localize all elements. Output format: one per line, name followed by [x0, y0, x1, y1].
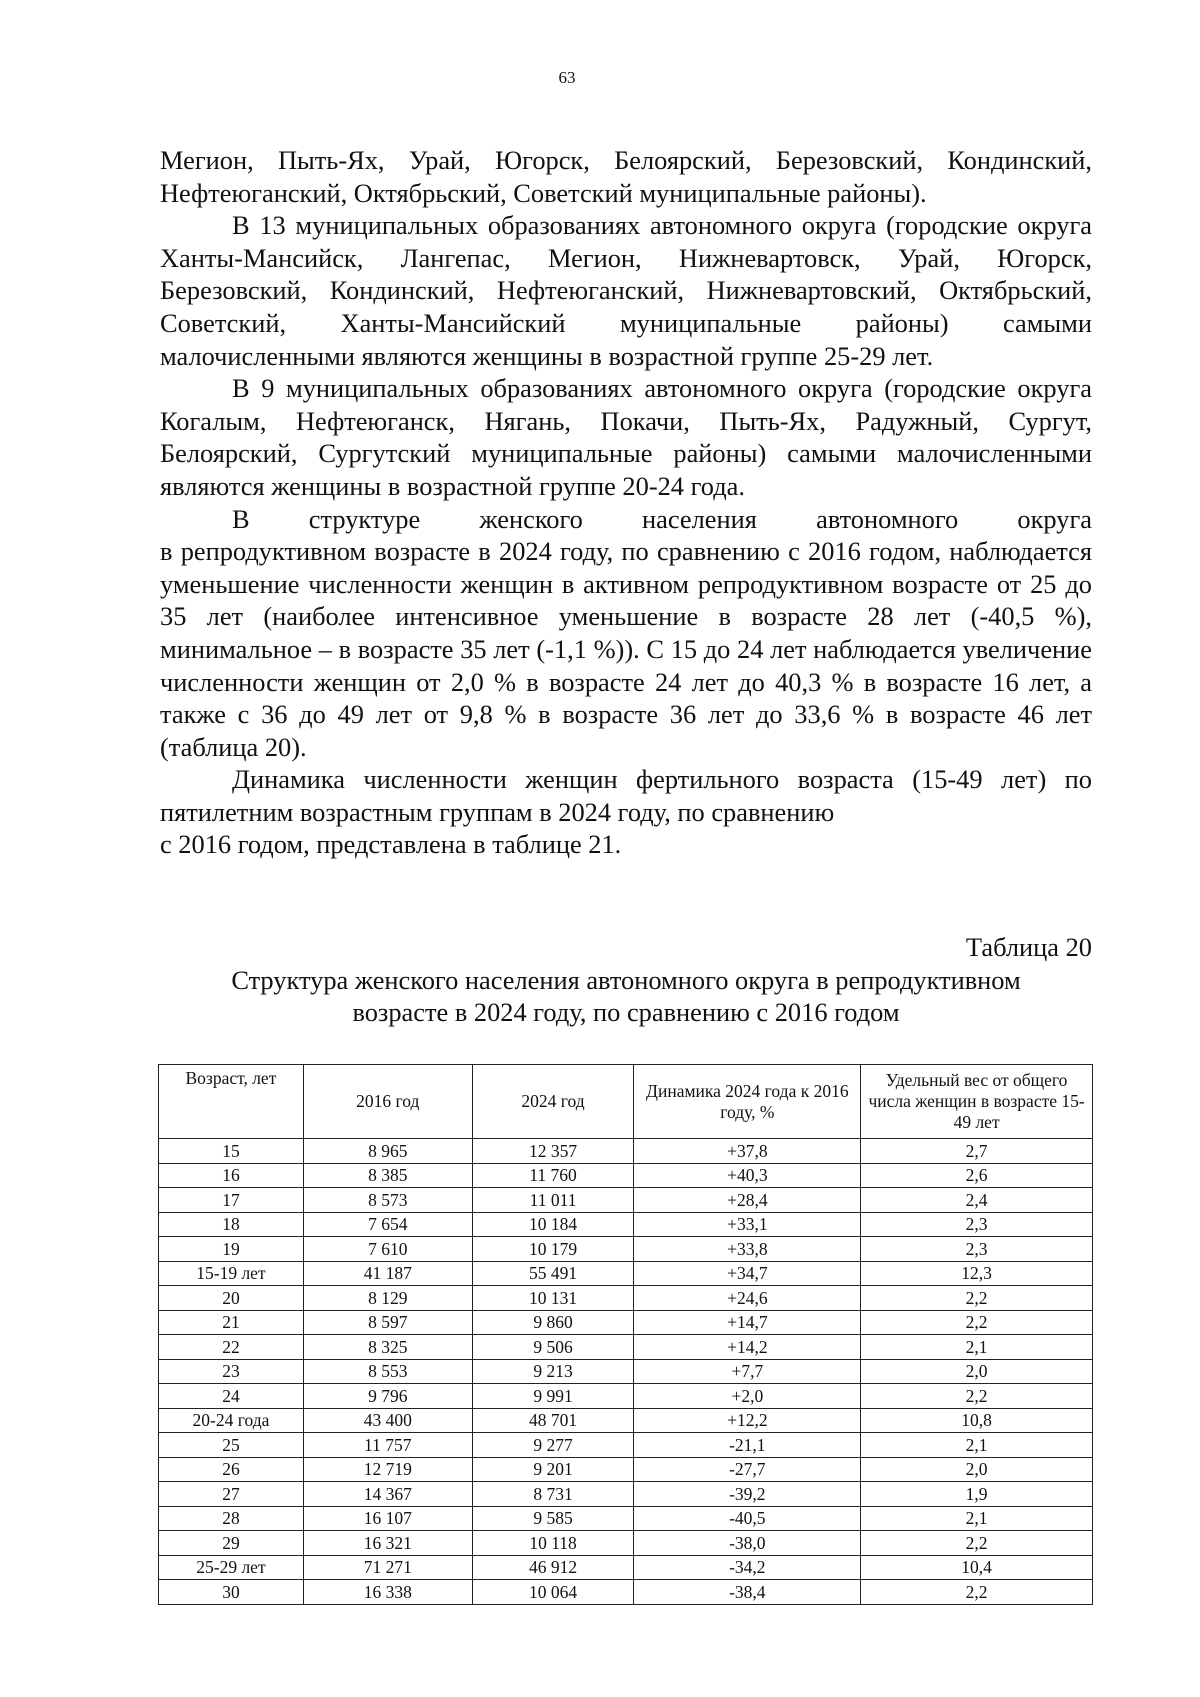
table-cell: 25	[159, 1433, 304, 1458]
table-cell: 12 357	[472, 1139, 634, 1164]
table-cell: 2,3	[861, 1212, 1093, 1237]
table-cell: 1,9	[861, 1482, 1093, 1507]
table-cell: +28,4	[634, 1188, 861, 1213]
table-cell: 8 597	[303, 1310, 472, 1335]
table-cell: 16 107	[303, 1506, 472, 1531]
table-cell: 11 757	[303, 1433, 472, 1458]
table-cell: 2,2	[861, 1580, 1093, 1605]
table-title-line: Структура женского населения автономного округа в репродуктивном	[231, 965, 1021, 995]
table-row	[159, 1212, 1093, 1237]
table-label: Таблица 20	[965, 932, 1092, 962]
table-cell: 2,7	[861, 1139, 1093, 1164]
paragraph: в репродуктивном возрасте в 2024 году, по сравнению с 2016 годом, наблюдается уменьшение численности женщин в активном репродуктивном возрасте от 25 до 35 лет (наиболее интенсивное уменьшение в возрасте 28 лет (-40,5 %), минимальное – в возрасте 35 лет (-1,1 %)). С 15 до 24 лет наблюдается увеличение численности женщин от 2,0 % в возрасте 24 лет до 40,3 % в возрасте 16 лет, а также с 36 до 49 лет от 9,8 % в возрасте 36 лет до 33,6 % в возрасте 46 лет (таблица 20).	[160, 536, 1092, 762]
table-row	[159, 1335, 1093, 1360]
table-cell: +33,1	[634, 1212, 861, 1237]
table-cell: 55 491	[472, 1261, 634, 1286]
table-cell: 10 184	[472, 1212, 634, 1237]
table-cell: 8 325	[303, 1335, 472, 1360]
data-table	[158, 1064, 1093, 1605]
column-header-2016: 2016 год	[303, 1065, 472, 1139]
table-cell: 2,1	[861, 1335, 1093, 1360]
table-cell: +7,7	[634, 1359, 861, 1384]
table-cell: +12,2	[634, 1408, 861, 1433]
table-cell: 8 385	[303, 1163, 472, 1188]
paragraph: В 9 муниципальных образованиях автономного округа (городские округа Когалым, Нефтеюганск, Нягань, Покачи, Пыть-Ях, Радужный, Сургут, Белоярский, Сургутский муниципальные районы) самыми малочисленными являются женщины в возрастной группе 20-24 года.	[160, 373, 1092, 501]
table-cell: 10,8	[861, 1408, 1093, 1433]
table-cell: -39,2	[634, 1482, 861, 1507]
table-cell: +40,3	[634, 1163, 861, 1188]
table-cell: 7 610	[303, 1237, 472, 1262]
table-cell: +2,0	[634, 1384, 861, 1409]
table-cell: 15-19 лет	[159, 1261, 304, 1286]
table-row	[159, 1408, 1093, 1433]
table-cell: 26	[159, 1457, 304, 1482]
table-row	[159, 1482, 1093, 1507]
table-header-row	[159, 1065, 1093, 1139]
table-cell: 2,1	[861, 1433, 1093, 1458]
table-cell: +14,7	[634, 1310, 861, 1335]
table-cell: 2,2	[861, 1384, 1093, 1409]
table-cell: 10,4	[861, 1555, 1093, 1580]
table-cell: -38,0	[634, 1531, 861, 1556]
column-header-dynamics: Динамика 2024 года к 2016 году, %	[634, 1065, 861, 1139]
table-cell: 2,0	[861, 1359, 1093, 1384]
table-cell: 12,3	[861, 1261, 1093, 1286]
table-cell: 14 367	[303, 1482, 472, 1507]
table-cell: 11 760	[472, 1163, 634, 1188]
table-title	[160, 964, 1092, 1028]
table-row	[159, 1531, 1093, 1556]
table-cell: 12 719	[303, 1457, 472, 1482]
table-cell: -40,5	[634, 1506, 861, 1531]
table-cell: -27,7	[634, 1457, 861, 1482]
table-cell: 28	[159, 1506, 304, 1531]
table-cell: 41 187	[303, 1261, 472, 1286]
table-row	[159, 1163, 1093, 1188]
table-cell: +37,8	[634, 1139, 861, 1164]
table-cell: 23	[159, 1359, 304, 1384]
table-cell: 48 701	[472, 1408, 634, 1433]
body-text	[160, 144, 1092, 861]
table-cell: -34,2	[634, 1555, 861, 1580]
table-cell: 11 011	[472, 1188, 634, 1213]
table-cell: 19	[159, 1237, 304, 1262]
table-cell: 20	[159, 1286, 304, 1311]
table-cell: 9 991	[472, 1384, 634, 1409]
table-cell: 2,4	[861, 1188, 1093, 1213]
table-cell: 16 321	[303, 1531, 472, 1556]
table-cell: +33,8	[634, 1237, 861, 1262]
table-cell: 8 731	[472, 1482, 634, 1507]
table-row	[159, 1506, 1093, 1531]
table-cell: 9 201	[472, 1457, 634, 1482]
table-cell: 10 131	[472, 1286, 634, 1311]
table-cell: 9 506	[472, 1335, 634, 1360]
table-row	[159, 1384, 1093, 1409]
table-cell: 16	[159, 1163, 304, 1188]
table-cell: 46 912	[472, 1555, 634, 1580]
table-cell: 10 179	[472, 1237, 634, 1262]
table-cell: 21	[159, 1310, 304, 1335]
table-cell: 22	[159, 1335, 304, 1360]
table-cell: 10 064	[472, 1580, 634, 1605]
paragraph: Динамика численности женщин фертильного возраста (15-49 лет) по пятилетним возрастным группам в 2024 году, по сравнению	[160, 764, 1092, 827]
table-row	[159, 1237, 1093, 1262]
table-cell: 9 213	[472, 1359, 634, 1384]
table-cell: 71 271	[303, 1555, 472, 1580]
table-cell: 10 118	[472, 1531, 634, 1556]
table-cell: -21,1	[634, 1433, 861, 1458]
table-cell: 18	[159, 1212, 304, 1237]
table-row	[159, 1457, 1093, 1482]
table-cell: 8 573	[303, 1188, 472, 1213]
table-cell: 17	[159, 1188, 304, 1213]
page-number: 63	[558, 68, 576, 87]
table-cell: 9 796	[303, 1384, 472, 1409]
column-header-2024: 2024 год	[472, 1065, 634, 1139]
paragraph: с 2016 годом, представлена в таблице 21.	[160, 829, 622, 860]
table-body	[159, 1139, 1093, 1605]
paragraph: Мегион, Пыть-Ях, Урай, Югорск, Белоярский, Березовский, Кондинский, Нефтеюганский, Октябрьский, Советский муниципальные районы).	[160, 145, 1092, 208]
column-header-share: Удельный вес от общего числа женщин в возрасте 15-49 лет	[861, 1065, 1093, 1139]
table-cell: 7 654	[303, 1212, 472, 1237]
table-cell: +14,2	[634, 1335, 861, 1360]
table-cell: 43 400	[303, 1408, 472, 1433]
table-cell: 2,2	[861, 1310, 1093, 1335]
table-cell: 16 338	[303, 1580, 472, 1605]
table-cell: 2,3	[861, 1237, 1093, 1262]
table-cell: 15	[159, 1139, 304, 1164]
paragraph: В структуре женского населения автономного округа	[232, 503, 1092, 534]
table-row	[159, 1580, 1093, 1605]
table-cell: 20-24 года	[159, 1408, 304, 1433]
table-cell: 2,2	[861, 1531, 1093, 1556]
table-cell: 2,1	[861, 1506, 1093, 1531]
table-cell: 8 129	[303, 1286, 472, 1311]
column-header-age: Возраст, лет	[159, 1065, 304, 1139]
table-cell: 9 585	[472, 1506, 634, 1531]
table-cell: 8 965	[303, 1139, 472, 1164]
table-cell: 27	[159, 1482, 304, 1507]
table-row	[159, 1555, 1093, 1580]
table-cell: 25-29 лет	[159, 1555, 304, 1580]
table-row	[159, 1139, 1093, 1164]
table-cell: 8 553	[303, 1359, 472, 1384]
paragraph: В 13 муниципальных образованиях автономного округа (городские округа Ханты-Мансийск, Лангепас, Мегион, Нижневартовск, Урай, Югорск, Березовский, Кондинский, Нефтеюганский, Нижневартовский, Октябрьский, Советский, Ханты-Мансийский муниципальные районы) самыми малочисленными являются женщины в возрастной группе 25-29 лет.	[160, 210, 1092, 371]
table-cell: +24,6	[634, 1286, 861, 1311]
table-cell: 2,2	[861, 1286, 1093, 1311]
table-row	[159, 1359, 1093, 1384]
table-row	[159, 1261, 1093, 1286]
table-row	[159, 1433, 1093, 1458]
table-row	[159, 1188, 1093, 1213]
table-cell: 9 277	[472, 1433, 634, 1458]
table-cell: 2,6	[861, 1163, 1093, 1188]
table-cell: -38,4	[634, 1580, 861, 1605]
table-cell: 2,0	[861, 1457, 1093, 1482]
table-cell: 9 860	[472, 1310, 634, 1335]
table-cell: +34,7	[634, 1261, 861, 1286]
table-title-line: возрасте в 2024 году, по сравнению с 2016 годом	[352, 997, 900, 1027]
table-cell: 24	[159, 1384, 304, 1409]
table-cell: 29	[159, 1531, 304, 1556]
table-row	[159, 1310, 1093, 1335]
table-row	[159, 1286, 1093, 1311]
table-cell: 30	[159, 1580, 304, 1605]
